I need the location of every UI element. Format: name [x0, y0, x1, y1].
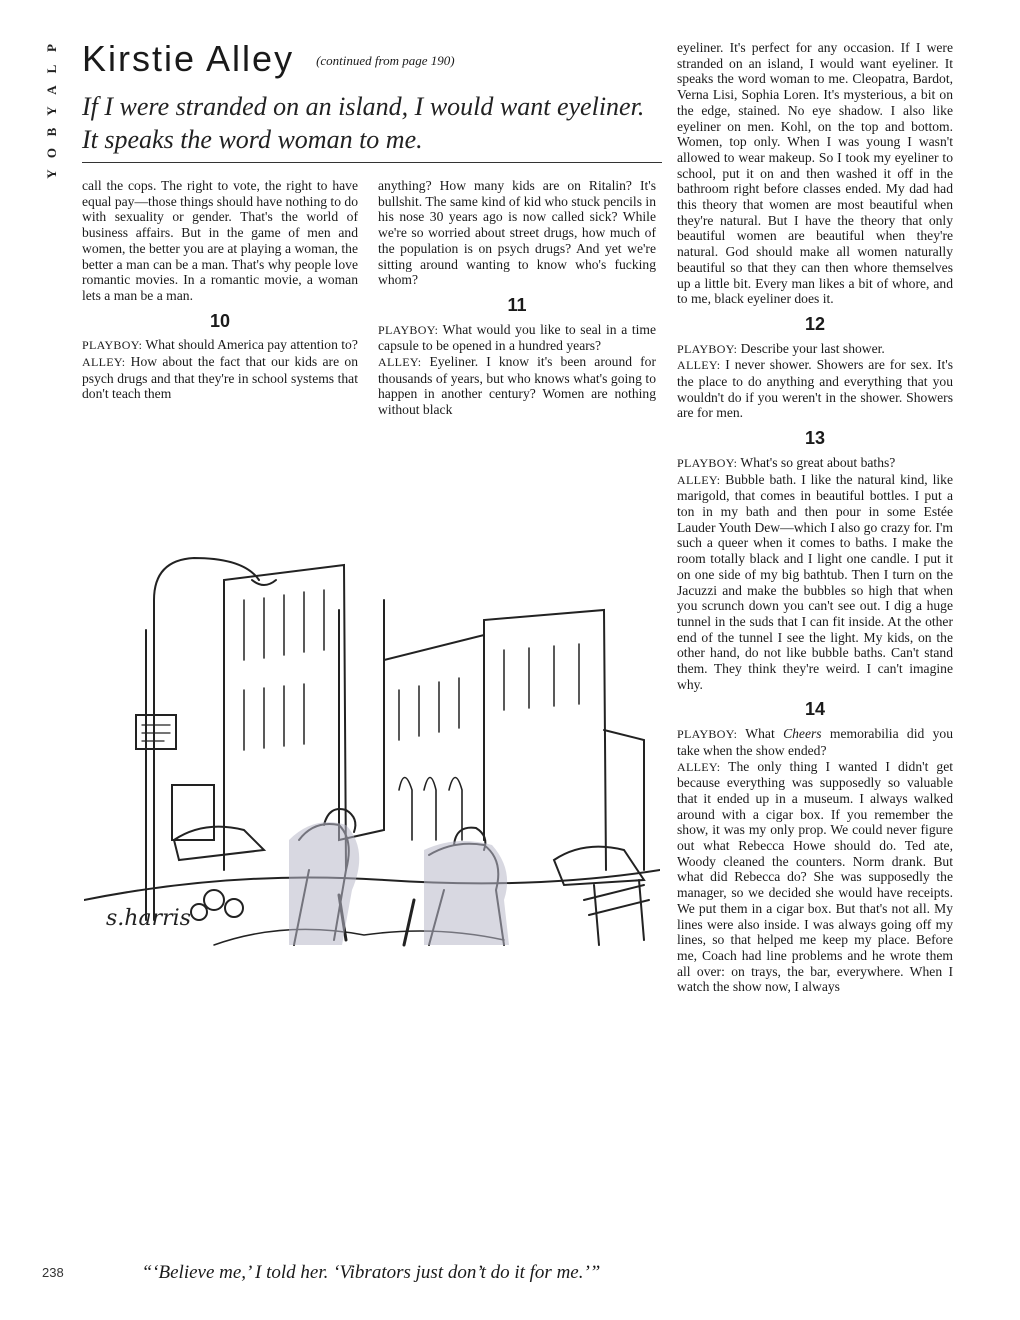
- answer: [677, 472, 953, 693]
- speaker-label: ALLEY:: [677, 358, 721, 373]
- text-column-2: [378, 178, 656, 418]
- speaker-label: ALLEY:: [82, 355, 126, 370]
- answer: [677, 759, 953, 996]
- side-letter: O: [44, 147, 59, 159]
- side-letter: B: [44, 127, 59, 137]
- question-text: What would you like to seal in a time capsule to be opened in a hundred years?: [378, 321, 656, 354]
- speaker-label: PLAYBOY:: [677, 341, 738, 356]
- speaker-label: ALLEY:: [677, 472, 721, 487]
- section-number: 11: [507, 294, 527, 315]
- section-number: 14: [804, 699, 826, 720]
- answer-text: Eyeliner. I know it's been around for thousands of years, but who knows what's going to happen in another century? Women are nothing without black: [378, 354, 656, 418]
- question: [677, 726, 953, 758]
- playboy-side-label: [42, 40, 62, 200]
- pull-quote: If I were stranded on an island, I would want eyeliner. It speaks the word woman to me.: [82, 92, 645, 154]
- article-header: [82, 38, 642, 82]
- show-title: Cheers: [783, 726, 822, 742]
- question: [677, 341, 953, 358]
- question-text: memorabilia did you take when the show ended?: [677, 726, 954, 758]
- paragraph: eyeliner. It's perfect for any occasion. If I were stranded on an island, I would want eyeliner. It speaks the word woman to me. Cleopatra, Bardot, Verna Lisi, Sophia Loren. It's mysterious, a bit on the edge, stained. No eye shadow. I also like eyeliner on men. Kohl, on the top and bottom. Women, top only. When I was young I wasn't allowed to wear makeup. So I took my eyeliner to school, put it on and then washed it off in the bathroom right before classes ended. My dad had this theory that women are most beautiful when they're natural. But I have the theory that only beautiful women are beautiful when they're natural. God should make all women naturally beautiful so that they can then whore themselves up a little bit. Every man likes a bit of whore, and to me, black eyeliner does it.: [677, 40, 953, 307]
- answer-text: I never shower. Showers are for sex. It's the place to do anything and everything that you wouldn't do if you weren't in the shower. Showers are for men.: [677, 357, 953, 421]
- speaker-label: ALLEY:: [677, 759, 721, 774]
- cartoon-illustration: [84, 540, 660, 950]
- answer: [677, 357, 953, 421]
- section-number: 12: [804, 313, 826, 334]
- answer-text: Bubble bath. I like the natural kind, like marigold, that comes in beautiful bottles. I put a ton in my bath and then pour in some Estée Lauder Youth Dew—which I also go crazy for. I'm such a queer when it comes to baths. I make the room totally black and I light one candle. I put it on one side of my big bathtub. Then I turn on the Jacuzzi and make the bubbles so high that when you scrunch down you can't see out. I dig a huge tunnel in the suds that I can fit inside. At the other end of the tunnel I see the light. My kids, on the other hand, do not like bubble baths. Can't stand them. They think they're weird. I can't imagine why.: [677, 471, 953, 692]
- answer: [378, 354, 656, 418]
- question-text: Describe your last shower.: [740, 340, 885, 356]
- answer: [82, 354, 358, 402]
- side-letter: P: [44, 44, 59, 52]
- article-title: Kirstie Alley: [82, 38, 295, 79]
- speaker-label: PLAYBOY:: [677, 727, 738, 742]
- cartoonist-signature: s.harris: [106, 906, 191, 931]
- question-text: What's so great about baths?: [740, 454, 896, 470]
- question: [82, 337, 358, 354]
- side-letter: A: [44, 85, 59, 95]
- speaker-label: PLAYBOY:: [677, 455, 738, 470]
- side-letter: Y: [44, 106, 59, 116]
- speaker-label: PLAYBOY:: [82, 338, 143, 353]
- question-text: What should America pay attention to?: [145, 337, 358, 353]
- question-text: What: [745, 726, 775, 742]
- speaker-label: PLAYBOY:: [378, 322, 439, 337]
- section-number: 10: [209, 310, 231, 331]
- paragraph: anything? How many kids are on Ritalin? It's bullshit. The same kind of kid who stuck pencils in his nose 30 years ago is now called sick? While we're so worried about street drugs, how much of the population is on psych drugs? And yet we're sitting around wanting to know who's fucking whom?: [378, 178, 656, 288]
- continued-note: (continued from page 190): [316, 53, 455, 68]
- paragraph: call the cops. The right to vote, the right to have equal pay—those things should have nothing to do with sexuality or gender. That's the world of business affairs. But in the game of men and women, the better you are at playing a woman, the better a man can be a man. That's why people love romantic movies. In a romantic movie, a woman lets a man be a man.: [82, 178, 358, 303]
- side-letter: Y: [44, 169, 59, 179]
- page-number: 238: [42, 1265, 64, 1280]
- speaker-label: ALLEY:: [378, 355, 422, 370]
- header-rule: [82, 162, 662, 163]
- question: [677, 455, 953, 472]
- cartoon-caption: “‘Believe me,’ I told her. ‘Vibrators just don’t do it for me.’”: [141, 1262, 601, 1283]
- text-column-1: [82, 178, 358, 402]
- side-letter: L: [44, 64, 59, 74]
- answer-text: How about the fact that our kids are on psych drugs and that they're in school systems that don't teach them: [82, 354, 358, 402]
- answer-text: The only thing I wanted I didn't get because everything was supposedly so valuable that it ended up in a museum. I always walked around with a cigar box. If you remember the show, it was my only prop. We could never figure out what Rebecca Howe should do. Ted ate, Woody cleaned the counters. Norm drank. But what did Rebecca do? She was supposedly the manager, so we decided she would have receipts. We put them in a cigar box. But that's not all. My lines were also inside. I was always going off my lines, so that helped me keep my place. Before me, Coach had line problems and he wrote them all over: on trays, the bar, everywhere. When I watch the show now, I always: [677, 758, 953, 995]
- question: [378, 322, 656, 354]
- text-column-3: [677, 40, 953, 995]
- section-number: 13: [804, 428, 826, 449]
